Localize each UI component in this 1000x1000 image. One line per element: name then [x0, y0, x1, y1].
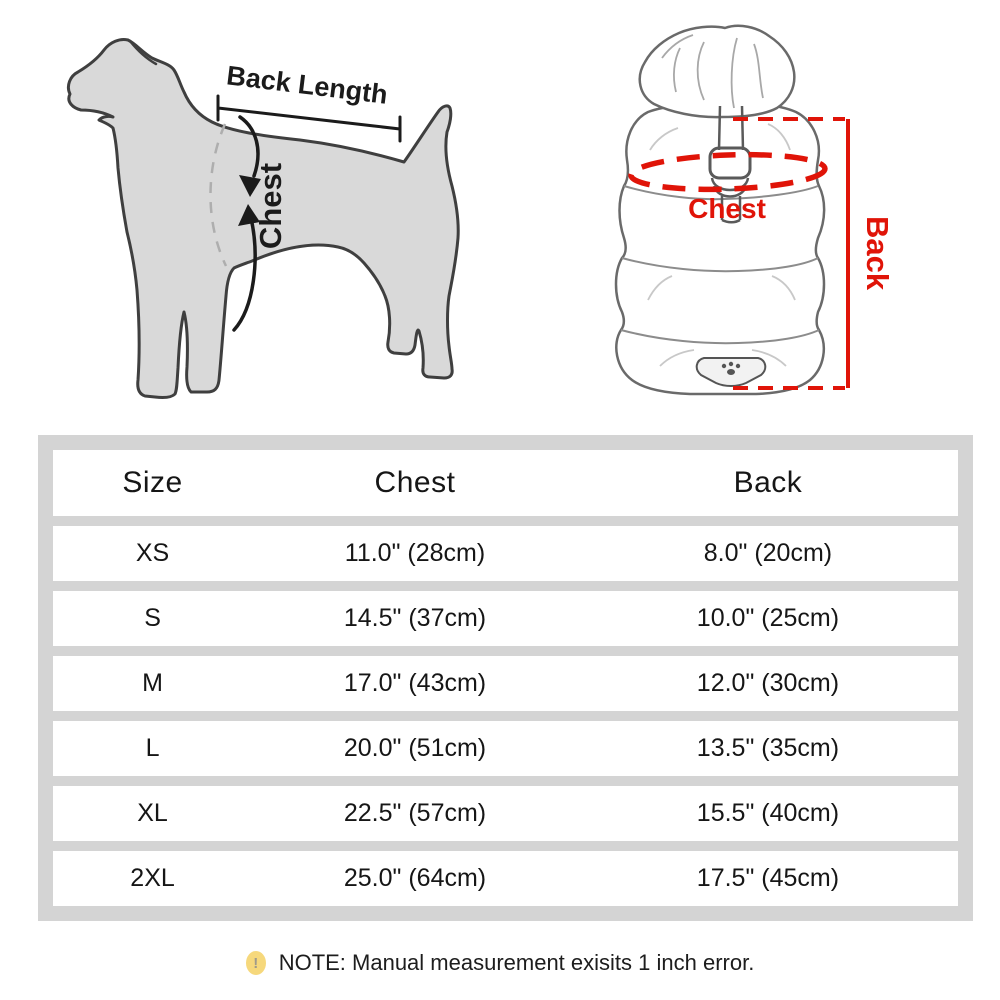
- back-value: 15.5" (40cm): [696, 799, 840, 827]
- table-row: [53, 851, 958, 906]
- chest-value: 20.0" (51cm): [343, 734, 487, 762]
- note-text: NOTE: Manual measurement exisits 1 inch error.: [278, 950, 755, 975]
- size-value: S: [144, 604, 161, 632]
- back-value: 12.0" (30cm): [696, 669, 840, 697]
- back-value: 8.0" (20cm): [703, 539, 833, 567]
- chest-value: 17.0" (43cm): [343, 669, 487, 697]
- chest-value: 14.5" (37cm): [343, 604, 487, 632]
- table-row: [53, 591, 958, 646]
- back-length-label: Back Length: [224, 60, 390, 110]
- dog-illustration: [68, 39, 458, 397]
- back-value: 13.5" (35cm): [696, 734, 840, 762]
- vest-back-label: Back: [860, 215, 895, 291]
- vest-illustration: [616, 26, 895, 394]
- column-header-back: Back: [733, 466, 803, 499]
- size-table: [38, 435, 973, 921]
- table-row: [53, 656, 958, 711]
- table-row: [53, 526, 958, 581]
- vest-collar: [640, 26, 795, 117]
- back-value: 10.0" (25cm): [696, 604, 840, 632]
- back-value: 17.5" (45cm): [696, 864, 840, 892]
- chest-value: 22.5" (57cm): [343, 799, 487, 827]
- size-value: XL: [137, 799, 168, 827]
- vest-chest-label: Chest: [688, 193, 766, 224]
- chest-value: 25.0" (64cm): [343, 864, 487, 892]
- size-value: XS: [135, 539, 170, 567]
- size-table-header: [53, 450, 958, 516]
- dog-chest-label: Chest: [253, 162, 288, 250]
- column-header-chest: Chest: [374, 466, 456, 499]
- table-row: [53, 721, 958, 776]
- measurement-diagram: [0, 0, 1000, 435]
- column-header-size: Size: [122, 466, 183, 499]
- size-value: M: [142, 669, 163, 697]
- exclamation-icon: !: [246, 951, 266, 975]
- measurement-note: [0, 940, 1000, 986]
- size-value: L: [145, 734, 160, 762]
- chest-value: 11.0" (28cm): [344, 539, 486, 567]
- size-value: 2XL: [130, 864, 175, 892]
- table-row: [53, 786, 958, 841]
